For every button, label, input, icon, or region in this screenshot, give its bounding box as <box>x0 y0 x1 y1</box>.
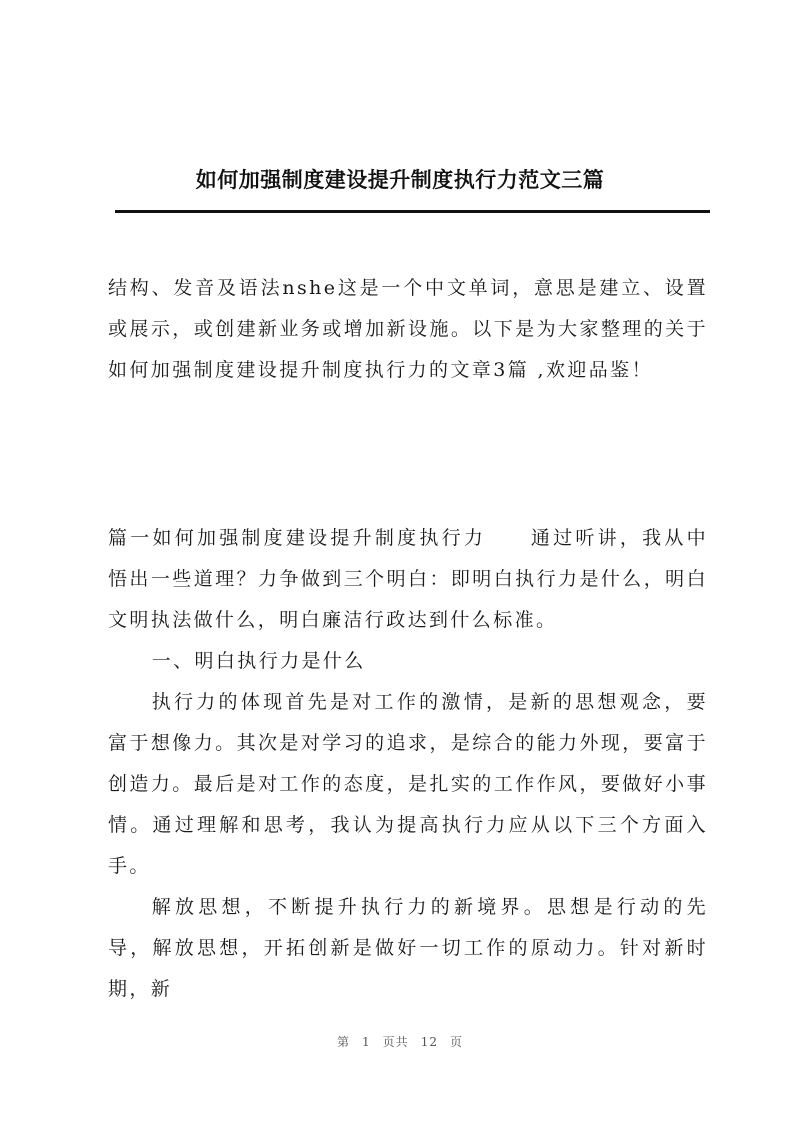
page-footer <box>0 1033 800 1050</box>
footer-total-pages: 12 <box>420 1035 438 1049</box>
document-title: 如何加强制度建设提升制度执行力范文三篇 <box>195 168 605 192</box>
footer-page-number: 1 <box>362 1035 371 1049</box>
section-first-paragraph <box>108 518 708 641</box>
sub-heading: 一、明白执行力是什么 <box>151 650 366 672</box>
body-paragraph-2: 解放思想，不断提升执行力的新境界。思想是行动的先导，解放思想，开拓创新是做好一切工作的原动力。针对新时期，新 <box>108 896 708 1000</box>
footer-prefix: 第 <box>337 1035 351 1049</box>
body-paragraph-1: 执行力的体现首先是对工作的激情，是新的思想观念，要富于想像力。其次是对学习的追求，是综合的能力外现，要富于创造力。最后是对工作的态度，是扎实的工作作风，要做好小事情。通过理解和思考，我认为提高执行力应从以下三个方面入手。 <box>108 691 708 877</box>
section-lead-text: 通过听讲，我从中悟出一些道理？力争做到三个明白：即明白执行力是什么，明白文明执法做什么，明白廉洁行政达到什么标准。 <box>108 527 708 631</box>
footer-suffix: 页 <box>449 1035 463 1049</box>
article-body <box>108 518 708 1010</box>
footer-middle: 页共 <box>382 1035 409 1049</box>
section-heading: 篇一如何加强制度建设提升制度执行力 <box>108 527 487 549</box>
title-underline <box>115 210 710 213</box>
intro-paragraph: 结构、发音及语法nshe这是一个中文单词，意思是建立、设置或展示，或创建新业务或增加新设施。以下是为大家整理的关于如何加强制度建设提升制度执行力的文章3篇 ,欢迎品鉴！ <box>108 277 708 381</box>
